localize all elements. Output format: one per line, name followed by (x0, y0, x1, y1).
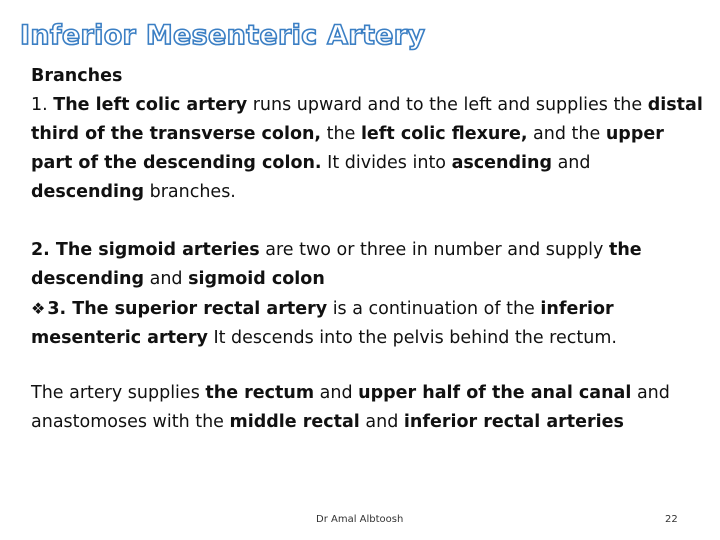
p1-bold-left-colic-artery: The left colic artery (53, 95, 248, 115)
p1-text-k: and (552, 153, 591, 173)
p3-text-b: is a continuation of the (327, 299, 541, 319)
p4-text-c: and (314, 383, 359, 403)
diamond-bullet-icon: ❖ (31, 299, 46, 318)
branches-heading-text: Branches (31, 66, 123, 86)
p1-bold-upper-part: upper part of the descending colon. (31, 124, 664, 173)
p4-bold-inferior-rectal: inferior rectal arteries (403, 412, 624, 432)
p1-text-e: the (321, 124, 361, 144)
p1-text-c: runs upward and to the left and supplies the (247, 95, 648, 115)
p2-bold-sigmoid-colon: sigmoid colon (188, 269, 325, 289)
slide-body (31, 62, 703, 437)
p4-bold-middle-rectal: middle rectal (229, 412, 360, 432)
p4-text-e: and anastomoses with the (31, 383, 670, 432)
p3-text-d: It descends into the pelvis behind the rectum. (207, 328, 617, 348)
footer-author: Dr Amal Albtoosh (316, 514, 404, 525)
paragraph-artery-supplies (31, 379, 703, 437)
paragraph-left-colic (31, 91, 703, 207)
p1-text-i: It divides into (321, 153, 452, 173)
p4-bold-upper-half: upper half of the anal canal (358, 383, 632, 403)
p1-text-m: branches. (144, 182, 236, 202)
p2-bold-the-descending: the descending (31, 240, 642, 289)
branches-heading (31, 62, 703, 91)
paragraph-superior-rectal (31, 294, 703, 353)
p4-text-g: and (359, 412, 404, 432)
paragraph-sigmoid (31, 236, 703, 294)
spacer (31, 207, 703, 236)
p2-text-b: are two or three in number and supply (259, 240, 609, 260)
p1-text-g: and the (527, 124, 606, 144)
slide-title: Inferior Mesenteric Artery (20, 20, 426, 51)
page-number: 22 (665, 514, 678, 525)
p3-bold-inferior-mesenteric: inferior mesenteric artery (31, 299, 614, 348)
spacer (31, 353, 703, 379)
p1-bold-ascending: ascending (451, 153, 553, 173)
p2-bold-sigmoid-arteries: 2. The sigmoid arteries (31, 240, 260, 260)
p4-bold-the-rectum: the rectum (205, 383, 315, 403)
p3-bold-superior-rectal: 3. The superior rectal artery (47, 299, 328, 319)
p1-bold-left-colic-flexure: left colic flexure, (360, 124, 528, 144)
p2-text-d: and (144, 269, 189, 289)
p1-text-a: 1. (31, 95, 54, 115)
p1-bold-descending: descending (31, 182, 145, 202)
p1-bold-distal-third: distal third of the transverse colon, (31, 95, 703, 144)
p4-text-a: The artery supplies (31, 383, 206, 403)
